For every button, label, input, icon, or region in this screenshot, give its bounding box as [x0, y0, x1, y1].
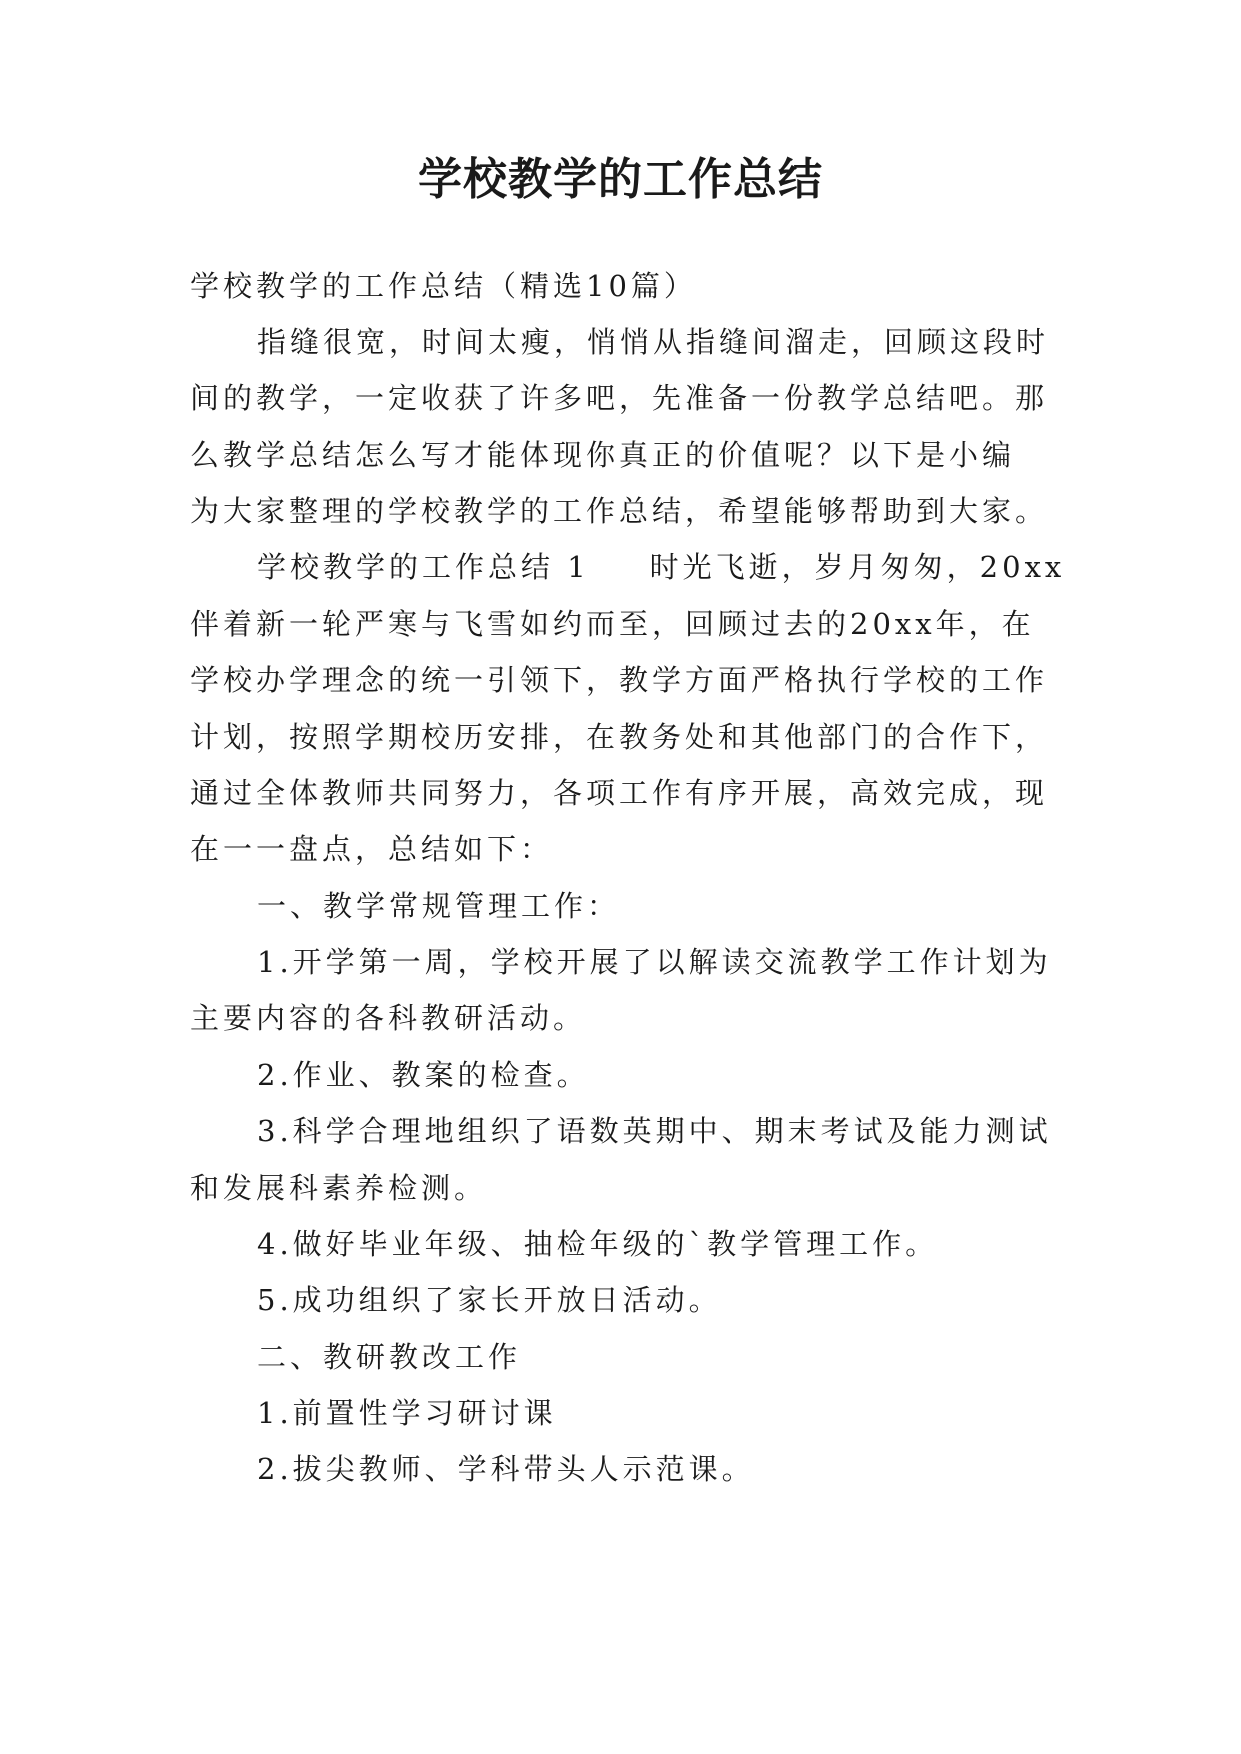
part1-item3-line2: 和发展科素养检测。 — [190, 1171, 488, 1205]
section1-line-5: 通过全体教师共同努力，各项工作有序开展，高效完成，现 — [190, 776, 1049, 810]
part1-heading: 一、教学常规管理工作： — [257, 889, 621, 923]
part1-item1-line2: 主要内容的各科教研活动。 — [190, 1001, 587, 1035]
part1-item1-line1: 1.开学第一周，学校开展了以解读交流教学工作计划为 — [257, 945, 1052, 979]
part1-item4: 4.做好毕业年级、抽检年级的`教学管理工作。 — [257, 1227, 939, 1261]
part1-item2: 2.作业、教案的检查。 — [257, 1058, 590, 1092]
intro-line-4: 为大家整理的学校教学的工作总结，希望能够帮助到大家。 — [190, 494, 1049, 528]
part2-item2: 2.拔尖教师、学科带头人示范课。 — [257, 1452, 755, 1486]
intro-line-3: 么教学总结怎么写才能体现你真正的价值呢？以下是小编 — [190, 438, 1016, 472]
section1-line-6: 在一一盘点，总结如下： — [190, 832, 554, 866]
section1-first-line-text: 时光飞逝，岁月匆匆，20xx — [649, 550, 1066, 584]
section1-line-3: 学校办学理念的统一引领下，教学方面严格执行学校的工作 — [190, 663, 1049, 697]
intro-line-1: 指缝很宽，时间太瘦，悄悄从指缝间溜走，回顾这段时 — [257, 325, 1050, 359]
page-title: 学校教学的工作总结 — [418, 154, 823, 205]
intro-line-2: 间的教学，一定收获了许多吧，先准备一份教学总结吧。那 — [190, 381, 1049, 415]
document-subtitle: 学校教学的工作总结（精选10篇） — [190, 269, 697, 303]
section1-first-line — [257, 547, 1241, 587]
section1-line-4: 计划，按照学期校历安排，在教务处和其他部门的合作下， — [190, 720, 1049, 754]
part2-item1: 1.前置性学习研讨课 — [257, 1396, 557, 1430]
part1-item3-line1: 3.科学合理地组织了语数英期中、期末考试及能力测试 — [257, 1114, 1052, 1148]
part2-heading: 二、教研教改工作 — [257, 1340, 522, 1374]
section1-heading: 学校教学的工作总结 1 — [257, 550, 590, 584]
part1-item5: 5.成功组织了家长开放日活动。 — [257, 1283, 722, 1317]
section1-line-2: 伴着新一轮严寒与飞雪如约而至，回顾过去的20xx年，在 — [190, 607, 1035, 641]
